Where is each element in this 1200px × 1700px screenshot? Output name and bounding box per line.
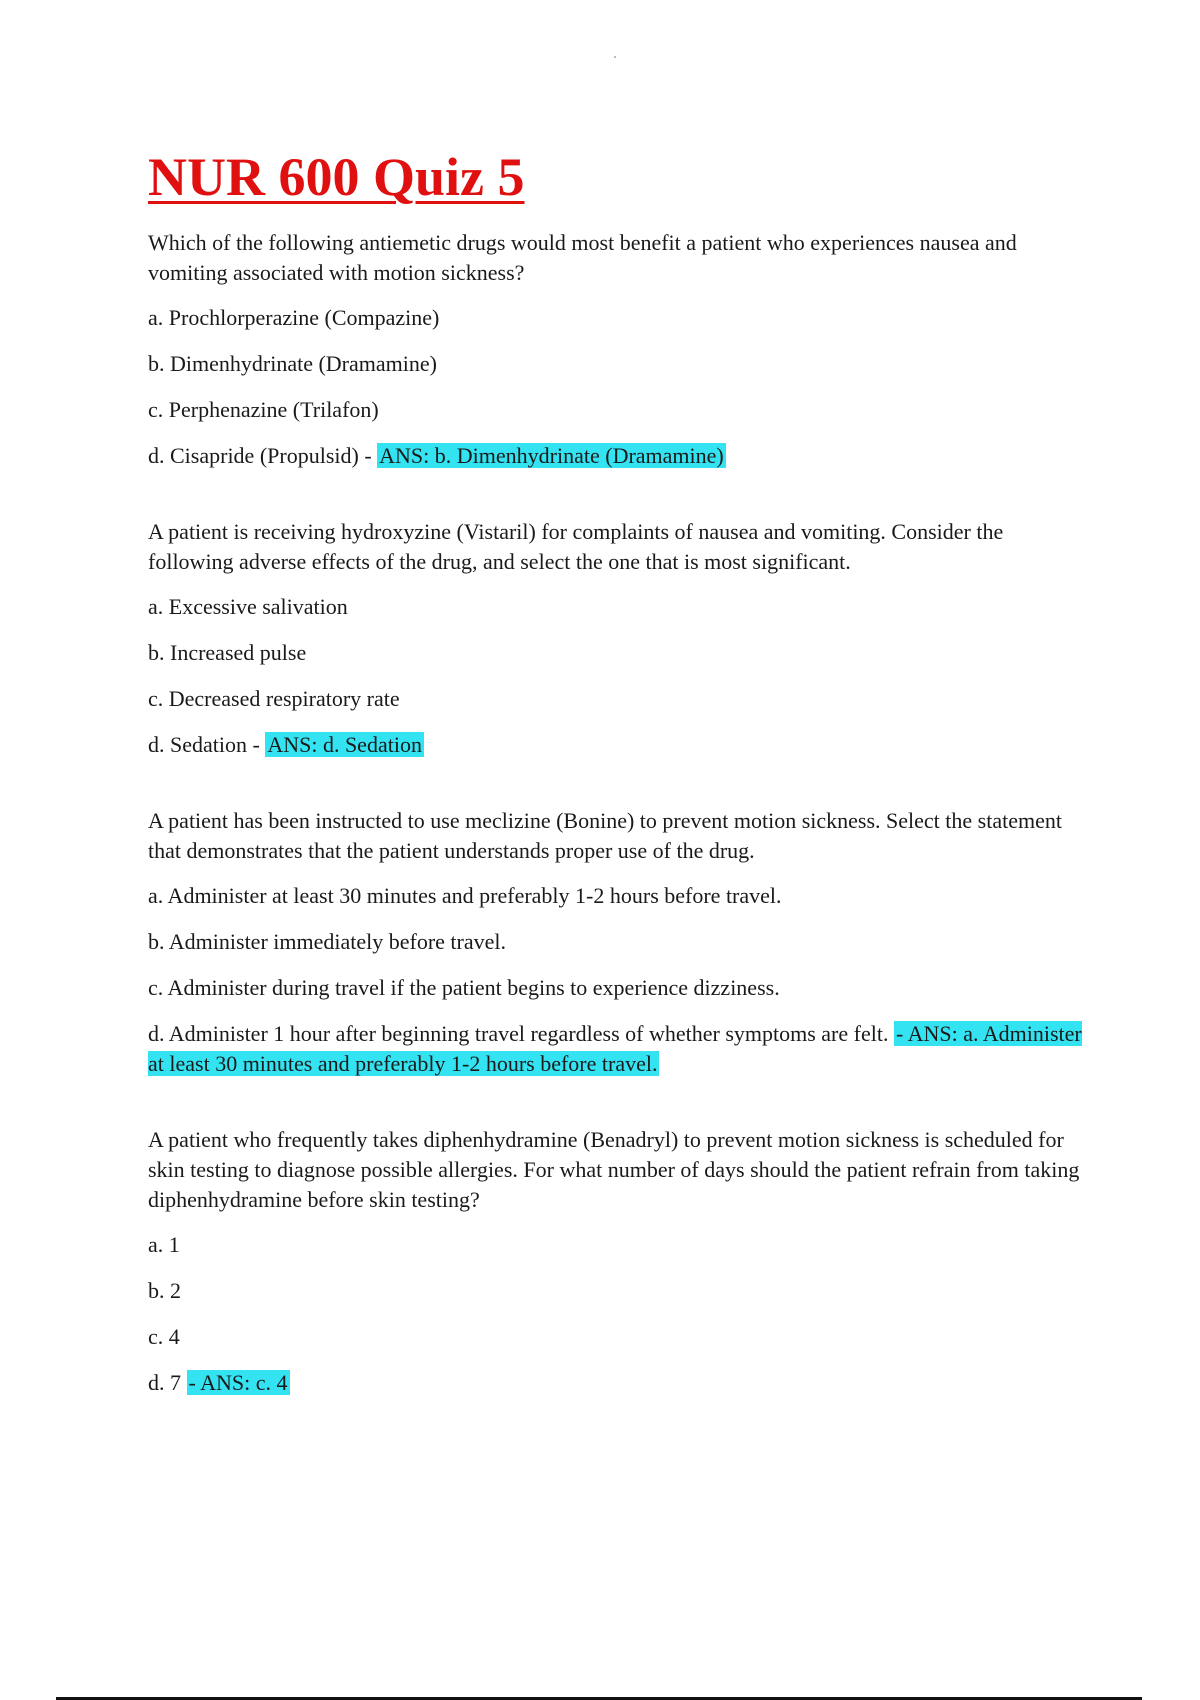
option-b: b. Administer immediately before travel.	[148, 929, 507, 954]
option-a: a. 1	[148, 1232, 180, 1257]
question-text: A patient is receiving hydroxyzine (Vistaril) for complaints of nausea and vomiting. Consider the following adverse effects of the drug, and select the one that is most significant.	[148, 519, 1004, 574]
option-d: d. 7 - ANS: c. 4	[148, 1370, 288, 1395]
question-2	[148, 517, 1088, 760]
option-d: d. Cisapride (Propulsid) - ANS: b. Dimenhydrinate (Dramamine)	[148, 443, 724, 468]
scan-speck	[614, 56, 616, 58]
option-a: a. Prochlorperazine (Compazine)	[148, 305, 440, 330]
question-1	[148, 228, 1088, 471]
document-title: NUR 600 Quiz 5	[148, 147, 525, 207]
answer-highlight: ANS: b. Dimenhydrinate (Dramamine)	[379, 443, 724, 468]
option-a: a. Excessive salivation	[148, 594, 348, 619]
question-3	[148, 806, 1088, 1079]
option-d: d. Administer 1 hour after beginning travel regardless of whether symptoms are felt. - ANS: a. Administer at least 30 minutes and preferably 1-2 hours before travel.	[148, 1021, 1082, 1076]
question-text: Which of the following antiemetic drugs would most benefit a patient who experiences nausea and vomiting associated with motion sickness?	[148, 230, 1017, 285]
answer-highlight: - ANS: c. 4	[188, 1370, 288, 1395]
option-c: c. Perphenazine (Trilafon)	[148, 397, 379, 422]
answer-highlight: - ANS: a. Administer at least 30 minutes and preferably 1-2 hours before travel.	[148, 1021, 1082, 1076]
answer-highlight: ANS: d. Sedation	[267, 732, 422, 757]
option-b: b. Increased pulse	[148, 640, 307, 665]
option-d: d. Sedation - ANS: d. Sedation	[148, 732, 422, 757]
option-c: c. 4	[148, 1324, 180, 1349]
option-a: a. Administer at least 30 minutes and preferably 1-2 hours before travel.	[148, 883, 782, 908]
quiz-content	[148, 228, 1088, 1444]
option-b: b. 2	[148, 1278, 181, 1303]
option-c: c. Administer during travel if the patient begins to experience dizziness.	[148, 975, 780, 1000]
question-4	[148, 1125, 1088, 1398]
question-text: A patient has been instructed to use meclizine (Bonine) to prevent motion sickness. Select the statement that demonstrates that the patient understands proper use of the drug.	[148, 808, 1062, 863]
question-text: A patient who frequently takes diphenhydramine (Benadryl) to prevent motion sickness is scheduled for skin testing to diagnose possible allergies. For what number of days should the patient refrain from taking diphenhydramine before skin testing?	[148, 1127, 1080, 1212]
option-b: b. Dimenhydrinate (Dramamine)	[148, 351, 437, 376]
option-c: c. Decreased respiratory rate	[148, 686, 400, 711]
